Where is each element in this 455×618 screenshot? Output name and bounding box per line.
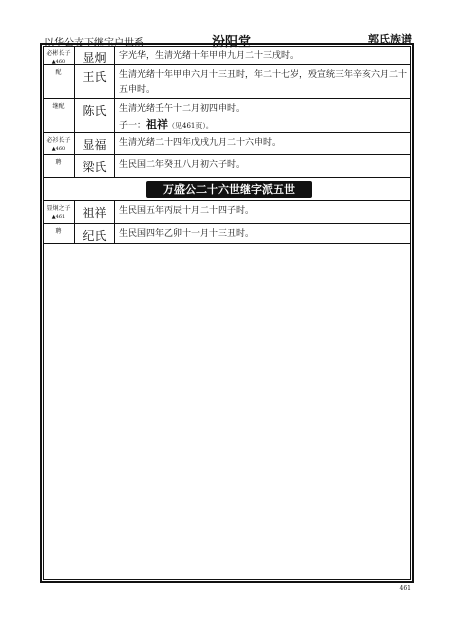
relation-label: 继配 <box>52 103 65 110</box>
generation-banner-row <box>43 178 411 201</box>
person-name: 纪氏 <box>75 224 115 243</box>
relation-label: 聘 <box>55 228 62 235</box>
relation-cell <box>43 201 75 223</box>
child-page-ref: （见461页）。 <box>168 122 213 130</box>
relation-cell <box>43 99 75 132</box>
relation-label: 配 <box>55 69 62 76</box>
relation-cell <box>43 155 75 177</box>
genealogy-row <box>43 133 411 155</box>
person-name: 显福 <box>75 133 115 154</box>
generation-banner: 万盛公二十六世继字派五世 <box>146 181 312 198</box>
genealogy-row <box>43 46 411 65</box>
person-name: 梁氏 <box>75 155 115 177</box>
person-description: 生清光绪十年甲申六月十三丑时，年二十七岁，殁宣统三年辛亥六月二十五申时。 <box>119 70 408 95</box>
birth-text: 生清光绪壬午十二月初四申时。 <box>119 104 246 114</box>
children-line <box>119 117 407 134</box>
child-name: 祖祥 <box>146 118 169 131</box>
person-description: 生民国五年丙辰十月二十四子时。 <box>119 206 255 216</box>
page-number: 461 <box>399 585 411 592</box>
person-description: 生民国四年乙卯十一月十三丑时。 <box>119 229 255 239</box>
genealogy-row <box>43 201 411 224</box>
genealogy-row <box>43 155 411 178</box>
person-description <box>119 102 407 134</box>
header-book-title: 郭氏族谱 <box>368 33 412 46</box>
person-name: 显炯 <box>75 46 115 64</box>
relation-cell <box>43 65 75 98</box>
person-name: 王氏 <box>75 65 115 98</box>
relation-cell <box>43 224 75 243</box>
header-lineage-title: 以华公支下继宝户世系 <box>44 38 144 49</box>
person-description: 生清光绪二十四年戊戌九月二十六申时。 <box>119 138 282 148</box>
relation-label: 显炯之子 <box>46 205 71 212</box>
page-ref-mark: ▲461 <box>51 214 66 220</box>
relation-label: 聘 <box>55 159 62 166</box>
genealogy-row <box>43 99 411 133</box>
person-description: 生民国二年癸丑八月初六子时。 <box>119 160 246 170</box>
genealogy-row <box>43 65 411 99</box>
relation-cell <box>43 46 75 64</box>
child-label: 子一： <box>119 121 147 131</box>
person-description: 字光华，生清光绪十年甲申九月二十三戌时。 <box>119 51 300 61</box>
relation-cell <box>43 133 75 154</box>
relation-label: 必衫长子 <box>46 137 71 144</box>
person-name: 陈氏 <box>75 99 115 132</box>
page-ref-mark: ▲460 <box>51 59 66 65</box>
relation-label: 必彬长子 <box>46 50 71 57</box>
person-name: 祖祥 <box>75 201 115 223</box>
header-hall-name: 汾阳堂 <box>212 35 252 50</box>
page-ref-mark: ▲460 <box>51 146 66 152</box>
genealogy-row <box>43 224 411 244</box>
